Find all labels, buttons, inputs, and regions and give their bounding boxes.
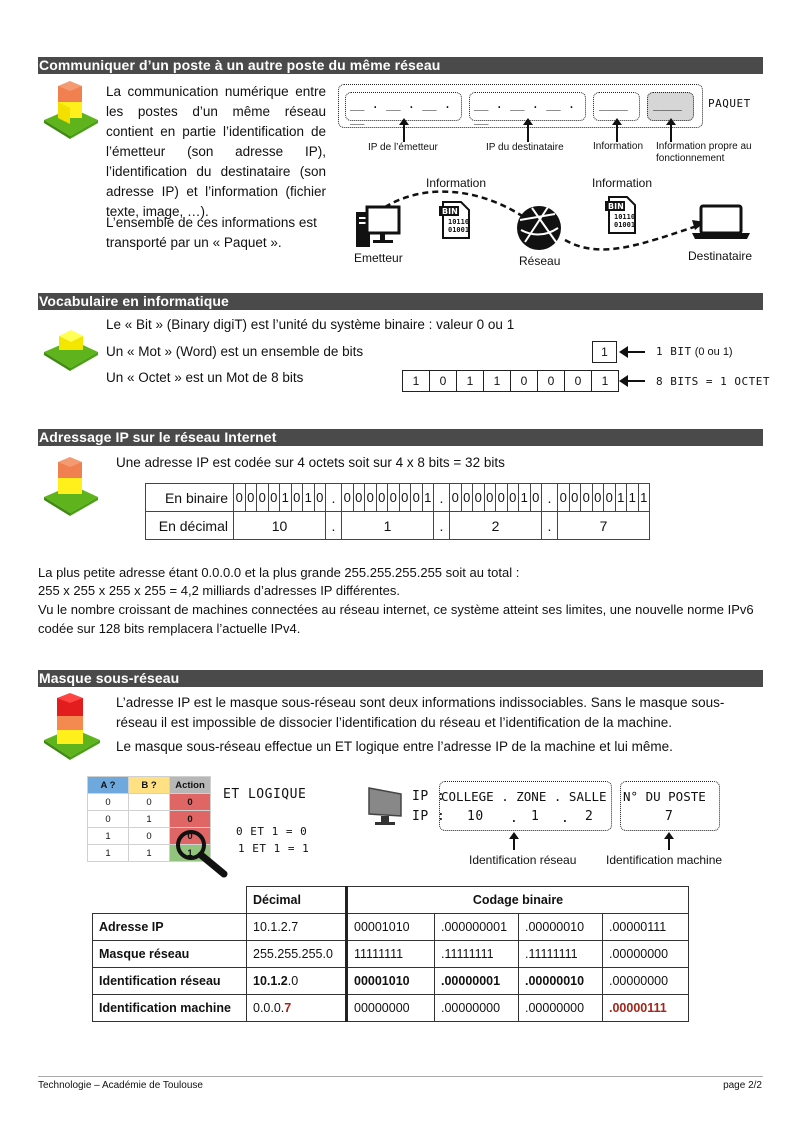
octet-bit-cell: 1: [402, 370, 430, 392]
laptop-icon: [692, 206, 750, 239]
octet-bit-cell: 0: [510, 370, 538, 392]
node-destination-label: Destinataire: [688, 249, 753, 263]
and-example-1: 0 ET 1 = 0: [236, 825, 308, 838]
bit-cell: 1: [638, 484, 650, 512]
bit-cell: 0: [342, 484, 354, 512]
bit-cell: 0: [461, 484, 473, 512]
table-row: Masque réseau 255.255.255.0 11111111 .11111111 .11111111 .00000000: [93, 941, 689, 968]
word-definition: Un « Mot » (Word) est un ensemble de bits: [106, 344, 364, 359]
ip-sender-box: __ . __ . __ . __: [345, 92, 462, 121]
svg-text:10110: 10110: [448, 218, 470, 226]
packet-label: PAQUET: [708, 97, 751, 110]
arrow-up-icon: [513, 838, 515, 850]
bit-cell: 0: [257, 484, 269, 512]
table-row: Adresse IP 10.1.2.7 00001010 .000000001 .00000010 .00000111: [93, 914, 689, 941]
svg-text:BIN: BIN: [442, 207, 458, 216]
lego-icon-orange: [42, 455, 100, 517]
bit-cell: 0: [376, 484, 388, 512]
bit-cell: 0: [388, 484, 400, 512]
bit-cell: 0: [314, 484, 326, 512]
and-logic-title: ET LOGIQUE: [223, 787, 307, 802]
bit-cell: 0: [530, 484, 542, 512]
bit-definition: Le « Bit » (Binary digiT) est l’unité du système binaire : valeur 0 ou 1: [106, 317, 515, 332]
globe-network-icon: [517, 206, 561, 250]
info-box: ____: [593, 92, 640, 121]
network-value-2: 1: [531, 809, 540, 824]
lego-icon-yellow: [42, 326, 100, 376]
binary-row-label: En binaire: [146, 484, 234, 512]
bit-cell: 0: [245, 484, 257, 512]
binary-file-icon: [439, 202, 469, 238]
intro-paragraph: La communication numérique entre les postes d’un même réseau contient en partie l’identification de l’émetteur (son adresse IP), l’identification du destinataire (son adresse IP) et l’information (fichier texte, image, …).: [106, 84, 326, 219]
octet-separator: .: [434, 512, 450, 540]
table-row: Identification machine 0.0.0.7 00000000 .00000000 .00000000 .00000111: [93, 995, 689, 1022]
section-header-ip-addressing: Adressage IP sur le réseau Internet: [38, 429, 763, 446]
octet-bit-cell: 1: [456, 370, 484, 392]
network-names: COLLEGE . ZONE . SALLE: [441, 789, 607, 804]
decimal-octet-cell: 10: [234, 512, 326, 540]
desktop-computer-icon: [356, 207, 399, 247]
network-value-3: 2: [585, 809, 594, 824]
caption-information: Information: [593, 141, 644, 152]
header-a: A ?: [88, 777, 129, 794]
subnet-mask-table: [92, 886, 689, 1022]
bit-cell: 0: [353, 484, 365, 512]
section-header-vocabulary: Vocabulaire en informatique: [38, 293, 763, 310]
single-bit-cell: 1: [592, 341, 617, 363]
host-id-caption: Identification machine: [606, 853, 723, 867]
caption-ip-dest: IP du destinataire: [486, 142, 564, 153]
and-example-2: 1 ET 1 = 1: [238, 842, 310, 855]
svg-text:01001: 01001: [448, 226, 470, 234]
octet-label: 8 BITS = 1 OCTET: [656, 375, 770, 388]
octet-separator: .: [326, 512, 342, 540]
footer-divider: [38, 1076, 763, 1077]
network-id-caption: Identification réseau: [469, 853, 577, 867]
host-value: 7: [665, 809, 674, 824]
arrow-up-icon: [403, 124, 405, 142]
bit-cell: 0: [268, 484, 280, 512]
node-emitter-label: Emetteur: [354, 251, 403, 265]
bit-cell: 0: [450, 484, 462, 512]
bit-cell: 0: [507, 484, 519, 512]
decimal-row-label: En décimal: [146, 512, 234, 540]
bit-cell: 1: [303, 484, 315, 512]
header-action: Action: [170, 777, 211, 794]
single-bit-label: 1 BIT (0 ou 1): [656, 345, 733, 358]
flow-info-label-2: Information: [592, 176, 653, 190]
decimal-octet-cell: 1: [342, 512, 434, 540]
bit-cell: 0: [365, 484, 377, 512]
octet-bit-cell: 0: [564, 370, 592, 392]
ip-prefix-1: IP :: [412, 789, 446, 804]
bit-cell: 0: [558, 484, 570, 512]
ip-dest-box: __ . __ . __ . __: [469, 92, 586, 121]
lego-icon-red: [42, 692, 102, 760]
octet-separator: .: [542, 484, 558, 512]
octet-separator: .: [434, 484, 450, 512]
arrow-up-icon: [616, 124, 618, 142]
table-row: Identification réseau 10.1.2.0 00001010 .00000001 .00000010 .00000000: [93, 968, 689, 995]
octet-separator: .: [326, 484, 342, 512]
bit-cell: 0: [291, 484, 303, 512]
svg-text:01001: 01001: [614, 221, 636, 229]
footer-left: Technologie – Académie de Toulouse: [38, 1080, 203, 1091]
decimal-octet-cell: 7: [558, 512, 650, 540]
bit-cell: 0: [581, 484, 593, 512]
address-range-text: La plus petite adresse étant 0.0.0.0 et la plus grande 255.255.255.255 soit au total :: [38, 565, 520, 580]
decimal-octet-cell: 2: [450, 512, 542, 540]
host-name: N° DU POSTE: [623, 789, 706, 804]
octet-separator: .: [542, 512, 558, 540]
bit-cell: 1: [615, 484, 627, 512]
and-truth-table: A ? B ? Action 0 0 0 0 1 0 1 0 0 1 1 1: [87, 776, 211, 862]
bit-cell: 0: [234, 484, 246, 512]
control-info-box: ____: [647, 92, 694, 121]
bit-cell: 1: [519, 484, 531, 512]
section-header-subnet-mask: Masque sous-réseau: [38, 670, 763, 687]
footer-page-number: page 2/2: [723, 1080, 762, 1091]
node-network-label: Réseau: [519, 254, 561, 268]
header-binary: Codage binaire: [347, 887, 689, 914]
monitor-icon: [367, 786, 407, 828]
octet-bit-cell: 1: [591, 370, 619, 392]
svg-text:BIN: BIN: [608, 202, 624, 211]
header-decimal: Décimal: [247, 887, 347, 914]
octet-bit-cell: 0: [537, 370, 565, 392]
mask-paragraph-1: L’adresse IP est le masque sous-réseau sont deux informations indissociables. Sans le masque sous-réseau il est impossible de dissocier l’identification du réseau et l’identification de la machine.: [116, 695, 725, 730]
svg-text:10110: 10110: [614, 213, 636, 221]
header-b: B ?: [129, 777, 170, 794]
octet-bit-cell: 1: [483, 370, 511, 392]
ip-size-statement: Une adresse IP est codée sur 4 octets soit sur 4 x 8 bits = 32 bits: [116, 455, 505, 470]
bit-cell: 0: [496, 484, 508, 512]
bit-cell: 0: [411, 484, 423, 512]
binary-file-icon: [605, 197, 635, 233]
decimal-row: [146, 512, 650, 540]
ip-prefix-2: IP :: [412, 809, 446, 824]
bit-cell: 0: [592, 484, 604, 512]
caption-control-info: Information propre au fonctionnement: [656, 141, 752, 164]
lego-icon-orange: [42, 80, 100, 140]
network-value-1: 10: [467, 809, 484, 824]
arrow-up-icon: [670, 124, 672, 142]
binary-row: [146, 484, 650, 512]
octet-definition: Un « Octet » est un Mot de 8 bits: [106, 370, 304, 385]
caption-ip-sender: IP de l’émetteur: [368, 142, 438, 153]
arrow-up-icon: [668, 838, 670, 850]
magnifier-icon: [174, 828, 229, 878]
bit-cell: 0: [569, 484, 581, 512]
bit-cell: 0: [473, 484, 485, 512]
mask-paragraph-2: Le masque sous-réseau effectue un ET logique entre l’adresse IP de la machine et lui même.: [116, 739, 673, 754]
bit-cell: 1: [627, 484, 639, 512]
bit-cell: 0: [399, 484, 411, 512]
bit-cell: 1: [280, 484, 292, 512]
bit-cell: 0: [604, 484, 616, 512]
bit-cell: 1: [422, 484, 434, 512]
ip-binary-decimal-table: [145, 483, 650, 540]
flow-info-label-1: Information: [426, 176, 487, 190]
packet-paragraph: L’ensemble de ces informations est transporté par un « Paquet ».: [106, 215, 317, 250]
bit-cell: 0: [484, 484, 496, 512]
address-count-text: 255 x 255 x 255 x 255 = 4,2 milliards d’adresses IP différentes.: [38, 583, 400, 598]
ipv6-text: Vu le nombre croissant de machines connectées au réseau internet, ce système atteint ses limites, une nouvelle norme IPv6 codée sur 128 bits remplacera l’actuelle IPv4.: [38, 602, 754, 636]
section-header-communication: Communiquer d’un poste à un autre poste du même réseau: [38, 57, 763, 74]
octet-bit-cell: 0: [429, 370, 457, 392]
arrow-up-icon: [527, 124, 529, 142]
